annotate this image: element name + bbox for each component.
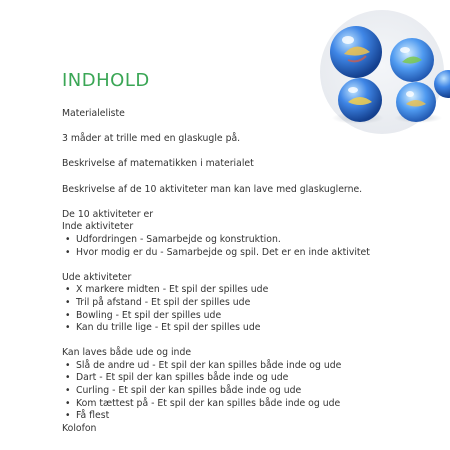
- list-item: • Bowling - Et spil der spilles ude: [62, 310, 442, 323]
- toc-math-description: Beskrivelse af matematikken i materialet: [62, 158, 254, 170]
- outdoor-heading: Ude aktiviteter: [62, 271, 132, 283]
- indoor-heading: Inde aktiviteter: [62, 221, 134, 233]
- list-item: • Få flest: [62, 410, 442, 423]
- list-item: • Dart - Et spil der kan spilles både inde og ude: [62, 372, 442, 385]
- list-item: • Kan du trille lige - Et spil der spilles ude: [62, 322, 442, 335]
- list-item: • Curling - Et spil der kan spilles både inde og ude: [62, 385, 442, 398]
- outdoor-list: [62, 284, 442, 334]
- toc-material-list: Materialeliste: [62, 108, 125, 119]
- toc-three-ways: 3 måder at trille med en glaskugle på.: [62, 133, 241, 145]
- toc-activities-description: Beskrivelse af de 10 aktiviteter man kan lave med glaskuglerne.: [62, 183, 363, 195]
- list-item: • Slå de andre ud - Et spil der kan spilles både inde og ude: [62, 360, 442, 373]
- list-item: • X markere midten - Et spil der spilles ude: [62, 284, 442, 297]
- both-list: [62, 360, 442, 423]
- toc-colophon: Kolofon: [62, 422, 97, 434]
- list-item: • Udfordringen - Samarbejde og konstruktion.: [62, 234, 442, 247]
- indoor-list: [62, 234, 442, 259]
- activities-heading: De 10 aktiviteter er: [62, 208, 154, 220]
- list-item: • Kom tættest på - Et spil der kan spilles både inde og ude: [62, 398, 442, 411]
- list-item: • Tril på afstand - Et spil der spilles ude: [62, 297, 442, 310]
- both-heading: Kan laves både ude og inde: [62, 347, 192, 359]
- page-title: INDHOLD: [62, 70, 150, 91]
- list-item: • Hvor modig er du - Samarbejde og spil. Det er en inde aktivitet: [62, 247, 442, 260]
- table-of-contents: [62, 108, 442, 435]
